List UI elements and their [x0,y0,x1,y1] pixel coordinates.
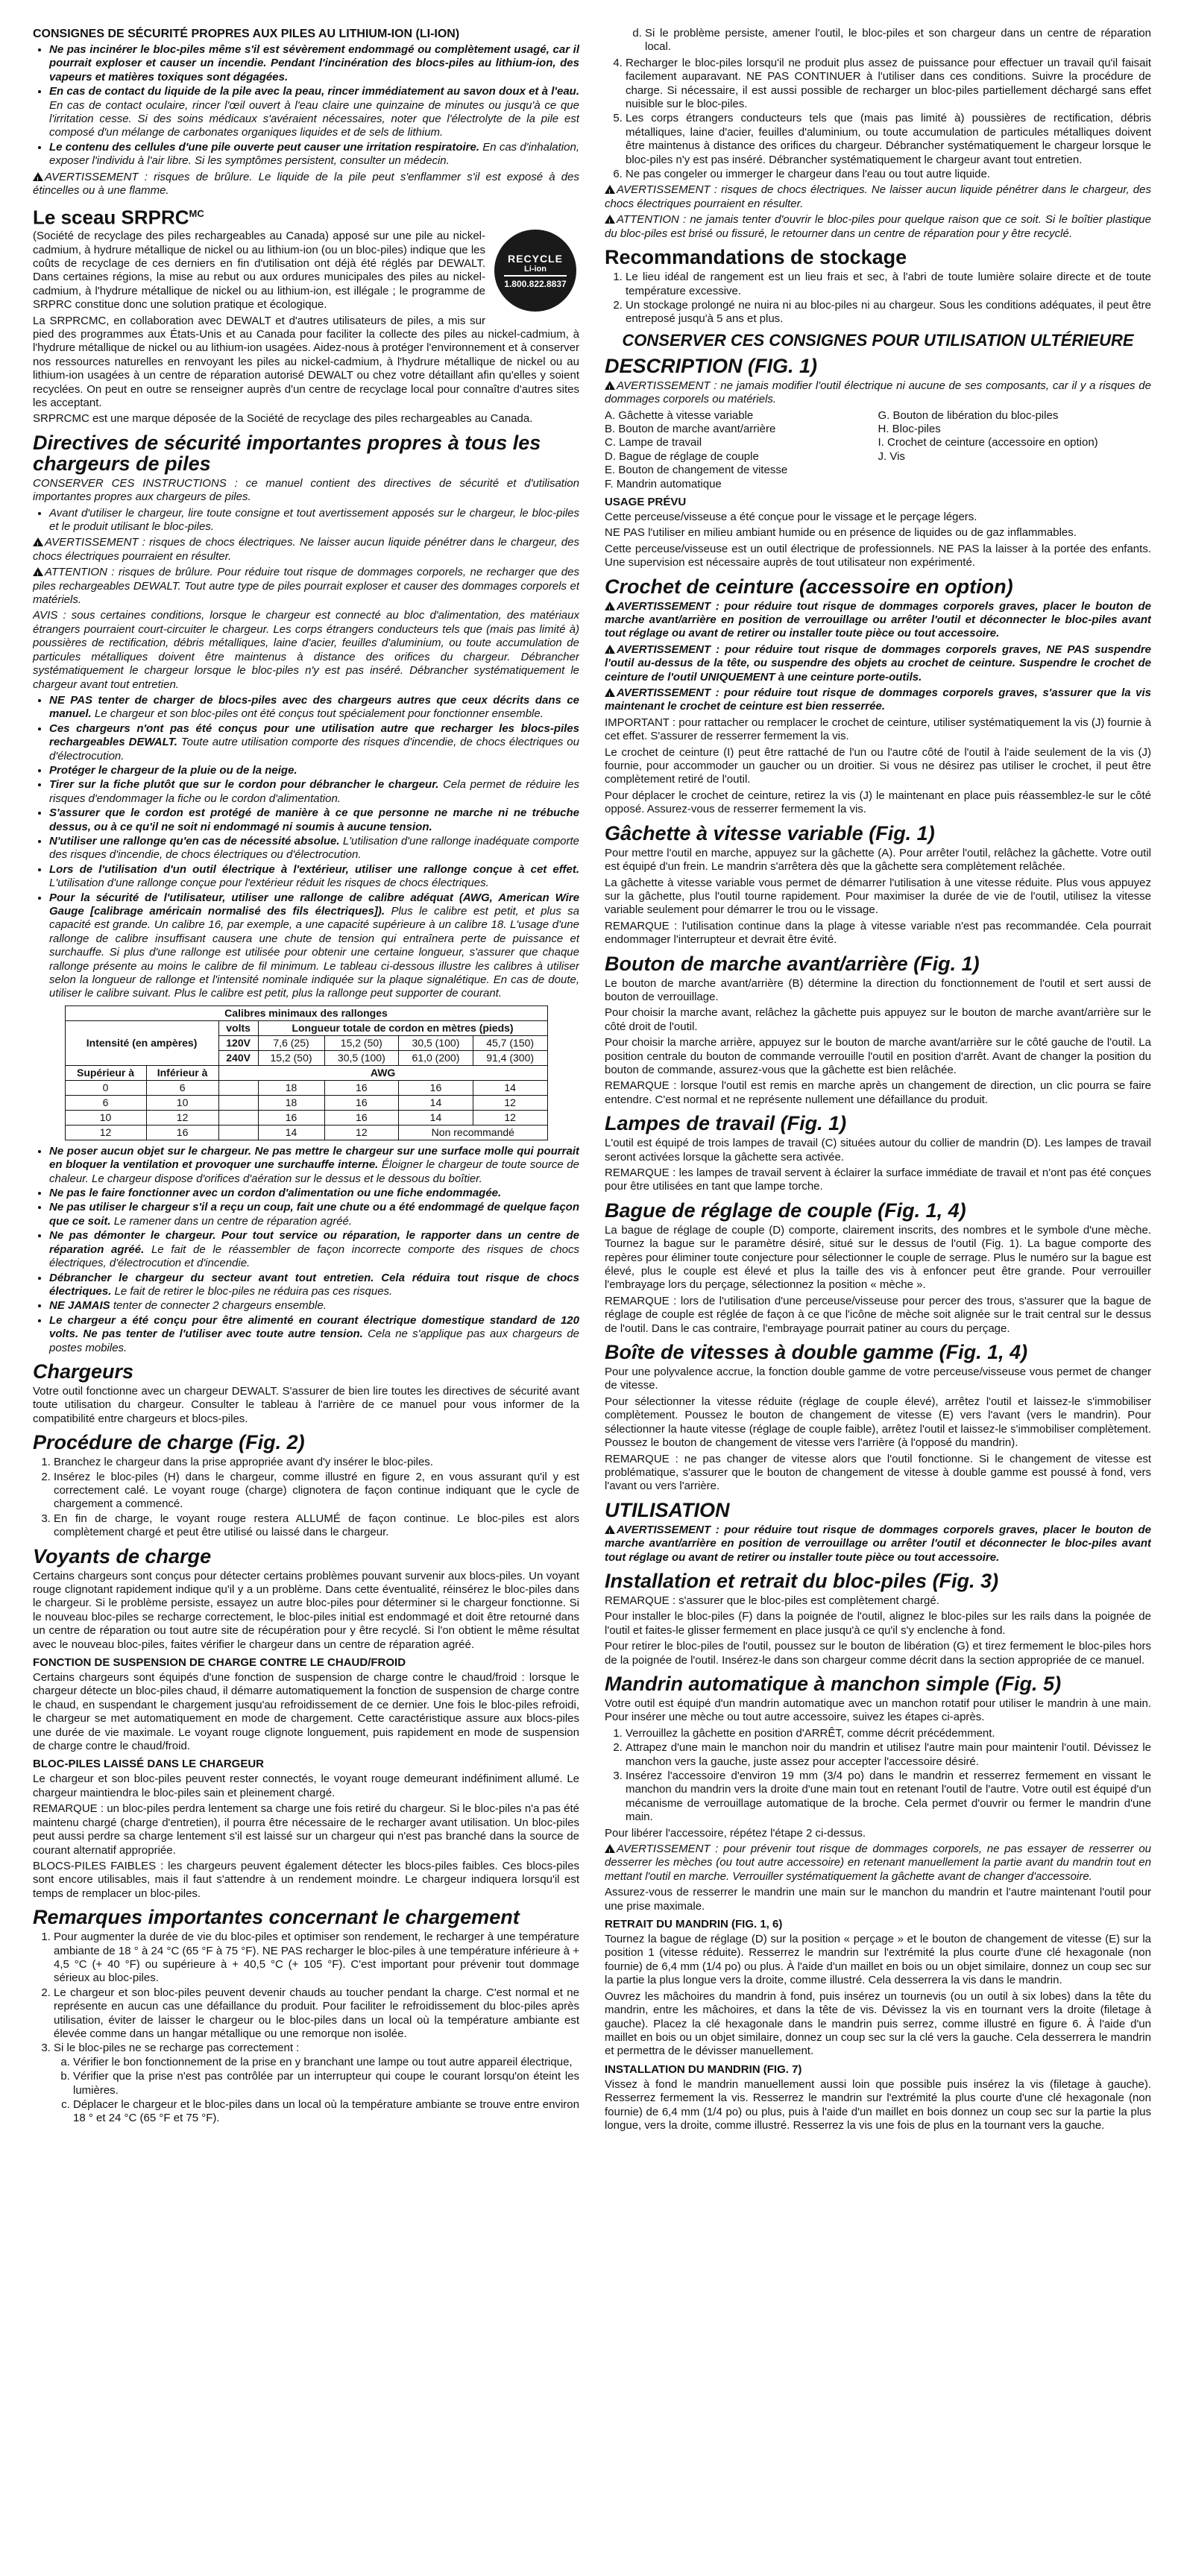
keyless-chuck-paragraph: Votre outil est équipé d'un mandrin automatique avec un manchon rotatif pour utiliser le mandrin à une main. Pour insérer une mèche ou tout autre accessoire, suivez les étapes ci-après. [605,1696,1151,1724]
warning-icon [605,215,615,224]
belt-hook-important: IMPORTANT : pour rattacher ou remplacer le crochet de ceinture, utiliser systématiquement la vis (J) fournie à cet effet. S'assurer de resserrer fermement la vis. [605,716,1151,743]
list-item: • Le contenu des cellules d'une pile ouverte peut causer une irritation respiratoire. En cas d'inhalation, exposer l'individu à l'air libre. Si les symptômes persistent, consulter un médecin. [49,141,579,168]
srprc-paragraph: La SRPRCMC, en collaboration avec DEWALT et d'autres utilisateurs de piles, a mis sur pied des programmes aux États-Unis et au Canada pour faciliter la collecte des piles au nickel-cadmium, à l'hydrure métallique de nickel ou au lithium-ion usagées. Aidez-nous à protéger l'environnement et à conserver nos ressources naturelles en renvoyant les piles au nickel-cadmium, à l'hydrure métallique de nickel ou au lithium-ion usagées à un centre de réparation autorisé DEWALT ou chez votre détaillant afin qu'elles y soient recyclées. On peut en outre se renseigner auprès d'un centre de recyclage local pour connaître d'autres sites les acceptant. [33,314,579,409]
list-item: • Avant d'utiliser le chargeur, lire toute consigne et tout avertissement apposés sur le chargeur, le bloc-piles et le produit utilisant le bloc-piles. [49,507,579,534]
forward-reverse-note: REMARQUE : lorsque l'outil est remis en marche après un changement de direction, un clic pourra se faire entendre. C'est normal et ne représente nullement une défaillance du produit. [605,1079,1151,1106]
list-item: • Ne pas utiliser le chargeur s'il a reçu un coup, fait une chute ou a été endommagé de quelque façon que ce soit. Le ramener dans un centre de réparation agréé. [49,1201,579,1228]
charger-intro: CONSERVER CES INSTRUCTIONS : ce manuel contient des directives de sécurité et d'utilisation importantes propres aux chargeurs de piles. [33,476,579,504]
list-item: F. Mandrin automatique [605,477,722,490]
list-item: • Le chargeur a été conçu pour être alimenté en courant électrique domestique standard de 120 volts. Ne pas tenter de l'utiliser avec toute autre tension. Cela ne s'applique pas aux chargeurs de postes mobiles. [49,1314,579,1355]
table-cell: 45,7 (150) [473,1035,547,1050]
list-item: 2. Insérez le bloc-piles (H) dans le chargeur, comme illustré en figure 2, en vous assurant qu'il y est correctement calé. Le voyant rouge (charge) clignotera de façon continue indiquant que le cycle de chargement a commencé. [54,1471,579,1512]
list-item: E. Bouton de changement de vitesse [605,464,788,477]
list-item: 4. Recharger le bloc-piles lorsqu'il ne produit plus assez de puissance pour effectuer un travail qu'il faisait facilement auparavant. NE PAS CONTINUER à l'utiliser dans ces conditions. Suivre la procédure de charge. Si nécessaire, il est aussi possible de recharger un bloc-piles partiellement déchargé sans effet nuisible sur le bloc-piles. [626,57,1151,112]
charger-bullet-list [33,1145,579,1355]
list-item: 2. Le chargeur et son bloc-piles peuvent devenir chauds au toucher pendant la charge. C'est normal et ne représente en aucun cas une défaillance du produit. Pour faciliter le refroidissement du bloc-piles après utilisation, éviter de laisser le chargeur ou le bloc-piles dans un local où la température ambiante est élevée comme dans un hangar métallique ou une remorque non isolée. [54,1986,579,2042]
table-title: Calibres minimaux des rallonges [65,1006,547,1020]
description-title: DESCRIPTION (FIG. 1) [605,354,818,377]
forward-reverse-paragraph: Le bouton de marche avant/arrière (B) détermine la direction du fonctionnement de l'outil et sert aussi de bouton de verrouillage. [605,976,1151,1003]
list-item: • Lors de l'utilisation d'un outil électrique à l'extérieur, utiliser une rallonge conçue à cet effet. L'utilisation d'une rallonge conçue pour l'extérieur réduit les risques de chocs électriques. [49,863,579,891]
recycle-seal-icon: RECYCLE Li-ion 1.800.822.8837 [494,230,576,312]
charger-caution: !ATTENTION : risques de brûlure. Pour réduire tout risque de dommages corporels, ne recharger que des piles rechargeables DEWALT. Tout autre type de piles pourrait exploser et causer des dommages corporels et matériels. [33,566,579,607]
list-item: C. Lampe de travail [605,436,702,449]
pack-left-note: REMARQUE : un bloc-piles perdra lentement sa charge une fois retiré du chargeur. Si le bloc-piles n'a pas été maintenu chargé (charge d'entretien), il pourra être nécessaire de le recharger avant utilisation. Un bloc-piles peut aussi perdre sa charge lentement s'il est laissé sur un chargeur qui n'est pas branché dans la source de courant alternatif appropriée. [33,1802,579,1857]
list-item: • Ces chargeurs n'ont pas été conçus pour une utilisation autre que recharger les blocs-piles rechargeables DEWALT. Toute autre utilisation comporte des risques d'incendie, de chocs électriques ou d'électrocution. [49,722,579,763]
intended-use-paragraph: Cette perceuse/visseuse est un outil électrique de professionnels. NE PAS la laisser à la portée des enfants. Une supervision est nécessaire auprès de tout utilisateur non expérimenté. [605,542,1151,569]
charging-notes-sublist [54,2056,579,2126]
forward-reverse-title: Bouton de marche avant/arrière (Fig. 1) [605,952,980,975]
list-item: G. Bouton de libération du bloc-piles [878,408,1059,422]
battery-install-paragraph: Pour installer le bloc-piles (F) dans la poignée de l'outil, alignez le bloc-piles sur les rails dans la poignée de l'outil et faites-le glisser fermement en place jusqu'à ce qu'il s'y enclenche à fond. [605,1610,1151,1637]
work-lights-title: Lampes de travail (Fig. 1) [605,1112,847,1135]
warning-icon [605,1525,615,1534]
belt-hook-paragraph: Pour déplacer le crochet de ceinture, retirez la vis (J) le maintenant en place puis réassemblez-le sur le côté opposé. Assurez-vous de resserrer fermement la vis. [605,789,1151,816]
charging-notes-list [33,1931,579,2126]
charge-procedure-list [33,1456,579,1539]
table-header: volts [218,1020,258,1035]
li-ion-title: CONSIGNES DE SÉCURITÉ PROPRES AUX PILES AU LITHIUM-ION (LI-ION) [33,28,460,40]
chargers-paragraph: Votre outil fonctionne avec un chargeur DEWALT. S'assurer de bien lire toutes les directives de sécurité avant toute utilisation du chargeur. Consulter le tableau à l'arrière de ce manuel pour vous informer de la compatibilité entre chargeurs et blocs-piles. [33,1384,579,1425]
work-lights-note: REMARQUE : les lampes de travail servent à éclairer la surface immédiate de travail et n'ont pas été conçues pour être utilisées en tant que lampe torche. [605,1167,1151,1193]
torque-collar-title: Bague de réglage de couple (Fig. 1, 4) [605,1199,966,1222]
forward-reverse-paragraph: Pour choisir la marche avant, relâchez la gâchette puis appuyez sur le bouton de marche avant/arrière sur le côté droit de l'outil. [605,1006,1151,1033]
left-column [33,27,579,2569]
list-item: 1. Le lieu idéal de rangement est un lieu frais et sec, à l'abri de toute lumière solaire directe et de toute température excessive. [626,271,1151,298]
battery-caution: !ATTENTION : ne jamais tenter d'ouvrir le bloc-piles pour quelque raison que ce soit. Si le boîtier plastique du bloc-piles est brisé ou fissuré, le retourner dans un centre de réparation pour y être recyclé. [605,213,1151,241]
keyless-chuck-title: Mandrin automatique à manchon simple (Fig. 5) [605,1672,1062,1695]
charge-indicators-title: Voyants de charge [33,1544,212,1568]
table-cell: 15,2 (50) [258,1050,324,1065]
table-row: 6 10 18 16 14 12 [65,1095,547,1110]
charger-safety-title: Directives de sécurité importantes propres à tous les chargeurs de piles [33,431,541,475]
intended-use-paragraph: Cette perceuse/visseuse a été conçue pour le vissage et le perçage légers. [605,510,977,523]
list-item: D. Bague de réglage de couple [605,449,759,463]
li-ion-list [33,43,579,168]
pack-left-paragraph: Le chargeur et son bloc-piles peuvent rester connectés, le voyant rouge demeurant indéfiniment allumé. Le chargeur maintiendra le bloc-piles sain et pleinement chargé. [33,1772,579,1799]
srprc-title: Le sceau $SRPRC^{MC}$ [33,206,204,230]
list-item: I. Crochet de ceinture (accessoire en option) [878,436,1098,449]
intended-use-paragraph: NE PAS l'utiliser en milieu ambiant humide ou en présence de liquides ou de gaz inflammables. [605,526,1077,540]
charger-bullet-list [33,694,579,1001]
list-item: 5. Les corps étrangers conducteurs tels que (mais pas limité à) poussières de rectification, débris métalliques, laine d'acier, feuilles d'aluminium, ou toute accumulation de particules métalliques doivent être maintenus à distance des orifices du chargeur. Débrancher systématiquement le chargeur lorsque le bloc-piles n'y est pas inséré. Débrancher systématiquement le chargeur avant tout entretien. [626,112,1151,167]
warning-icon [605,602,615,610]
trigger-title: Gâchette à vitesse variable (Fig. 1) [605,821,935,845]
charging-notes-title: Remarques importantes concernant le chargement [33,1906,520,1929]
weak-packs-paragraph: BLOCS-PILES FAIBLES : les chargeurs peuvent également détecter les blocs-piles faibles. Ces blocs-piles sont encore utilisables, mais il faut s'attendre à un rendement moindre. Le chargeur indiquera lorsqu'il est temps de remplacer un bloc-piles. [33,1859,579,1900]
table-header: Intensité (en ampères) [65,1020,218,1065]
chargers-title: Chargeurs [33,1360,134,1383]
table-row: 10 12 16 16 14 12 [65,1110,547,1125]
list-item: • NE PAS tenter de charger de blocs-piles avec des chargeurs autres que ceux décrits dans ce manuel. Le chargeur et son bloc-piles ont été conçus tout spécialement pour fonctionner ensemble. [49,694,579,722]
list-item: 2. Un stockage prolongé ne nuira ni au bloc-piles ni au chargeur. Sous les conditions adéquates, il peut être entreposé jusqu'à 5 ans et plus. [626,299,1151,326]
table-cell: 91,4 (300) [473,1050,547,1065]
list-item: B. Bouton de marche avant/arrière [605,422,776,435]
list-item: 6. Ne pas congeler ou immerger le chargeur dans l'eau ou tout autre liquide. [626,168,1151,181]
table-row: 12 16 14 12 Non recommandé [65,1125,547,1140]
charge-indicators-paragraph: Certains chargeurs sont conçus pour détecter certains problèmes pouvant survenir aux blocs-piles. Un voyant rouge clignotant rapidement indique qu'il y a un problème. Dans cette éventualité, réinsérez le bloc-piles dans le chargeur. Si le problème persiste, essayez un autre bloc-piles pour déterminer si le chargeur fonctionne. Si le nouveau bloc-piles se recharge correctement, le bloc-piles initial est endommagé et doit être retourné dans un centre de réparation ou tout autre site de récupération pour y être recyclé. Si l'on obtient le même résultat avec le nouveau bloc-piles, faites vérifier le chargeur dans un centre de réparation agréé. [33,1569,579,1651]
warning-icon [605,381,615,390]
trigger-paragraph: Pour mettre l'outil en marche, appuyez sur la gâchette (A). Pour arrêter l'outil, relâchez la gâchette. Votre outil est équipé d'un frein. Le mandrin s'arrêtera dès que la gâchette sera complètement relâchée. [605,846,1151,874]
list-item: 3. Si le bloc-piles ne se recharge pas correctement : a. Vérifier le bon fonctionnement de la prise en y branchant une lampe ou tout autre appareil électrique, b. Vérifier que la prise n'est pas contrôlée par un interrupteur qui coupe le courant lorsqu'on éteint les lumières. c. Déplacer le chargeur et le bloc-piles dans un local où la température ambiante se trouve entre environ 18 ° et 24 °C (65 °F et 75 °F). [54,2042,579,2125]
belt-hook-warning: !AVERTISSEMENT : pour réduire tout risque de dommages corporels graves, s'assurer que la vis maintenant le crochet de ceinture est bien resserrée. [605,686,1151,714]
work-lights-paragraph: L'outil est équipé de trois lampes de travail (C) situées autour du collier de mandrin (D). Les lampes de travail seront activées lorsque la gâchette sera activée. [605,1137,1151,1164]
chuck-install-title: INSTALLATION DU MANDRIN (FIG. 7) [605,2062,802,2076]
chuck-removal-paragraph: Tournez la bague de réglage (D) sur la position « perçage » et le bouton de changement de vitesse (E) sur la position 1 (vitesse réduite). Resserrez le mandrin sur l'extrémité la plus courte d'une clé hexagonale (non fournie) de 6,4 mm (1/4 po) ou plus. À l'aide d'un maillet en bois ou un objet similaire, donnez un coup sec sur la partie la plus longue vers la droite, comme illustré. Cela desserrera la vis dans le mandrin. [605,1933,1151,1987]
charging-notes-list-cont [605,57,1151,182]
list-item: a. Vérifier le bon fonctionnement de la prise en y branchant une lampe ou tout autre appareil électrique, [73,2056,579,2069]
list-item: 3. Insérez l'accessoire d'environ 19 mm (3/4 po) dans le mandrin et resserrez fermement en vissant le manchon du mandrin vers la droite d'une main tout en retenant l'outil de l'autre. Votre outil est équipé d'un mécanisme de verrouillage automatique de la broche. Cela permet d'ouvrir ou fermer le mandrin d'une main. [626,1770,1151,1825]
table-cell: 7,6 (25) [258,1035,324,1050]
parts-list [605,409,1151,491]
list-item: 1. Verrouillez la gâchette en position d'ARRÊT, comme décrit précédemment. [626,1727,1151,1740]
gearbox-paragraph: Pour sélectionner la vitesse réduite (réglage de couple élevé), arrêtez l'outil et laissez-le s'immobiliser complètement. Poussez le bouton de changement de vitesse (E) vers l'avant (vers le mandrin). Pour sélectionner la haute vitesse (réglage de couple faible), arrêtez l'outil et laissez-le s'immobiliser complètement. Poussez le bouton de changement de vitesse vers l'arrière (à l'opposé du mandrin). [605,1395,1151,1450]
li-ion-warning: !AVERTISSEMENT : risques de brûlure. Le liquide de la pile peut s'enflammer s'il est exposé à des étincelles ou à une flamme. [33,171,579,198]
table-header: Inférieur à [146,1065,218,1080]
battery-install-paragraph: Pour retirer le bloc-piles de l'outil, poussez sur le bouton de libération (G) et tirez fermement le bloc-piles hors de la poignée de l'outil. Insérez-le dans son chargeur comme décrit dans la section appropriée de ce manuel. [605,1640,1151,1667]
list-item: • Débrancher le chargeur du secteur avant tout entretien. Cela réduira tout risque de chocs électriques. Le fait de retirer le bloc-piles ne réduira pas ces risques. [49,1272,579,1299]
torque-collar-paragraph: La bague de réglage de couple (D) comporte, clairement inscrits, des nombres et le symbole d'une mèche. Tournez la bague sur le paramètre désiré, situé sur le dessus de l'outil (Fig. 1). La bague comporte des repères pour éliminer toute conjecture pour sélectionner le couple de serrage. Plus le numéro sur la bague est élevé, plus le couple est élevé et plus la taille des vis à enfoncer peut être grande. Pour verrouiller l'embrayage lors du perçage, sélectionnez la position « mèche ». [605,1223,1151,1292]
list-item: • Pour la sécurité de l'utilisateur, utiliser une rallonge de calibre adéquat (AWG, American Wire Gauge [calibrage américain normalisé des fils électriques]). Plus le calibre est petit, et plus sa capacité est grande. Un calibre 16, par exemple, a une capacité supérieure à un calibre 18. L'usage d'une rallonge de calibre insuffisant causera une chute de tension qui entraînera perte de puissance et surchauffe. Si plus d'une rallonge est utilisée pour obtenir une certaine longueur, s'assurer que chaque rallonge présente au moins le calibre de fil minimum. Le tableau ci-dessous illustre les calibres à utiliser selon la longueur de rallonge et l'intensité nominale indiquée sur la plaque signalétique. En cas de doute, utiliser le calibre suivant. Plus le calibre est petit, plus la rallonge peut supporter de courant. [49,891,579,1001]
list-item: • NE JAMAIS tenter de connecter 2 chargeurs ensemble. [49,1299,579,1313]
trigger-note: REMARQUE : l'utilisation continue dans la plage à vitesse variable n'est pas recommandée. Cela pourrait endommager l'interrupteur et devrait être évité. [605,919,1151,947]
table-cell: 240V [218,1050,258,1065]
charger-warning: !AVERTISSEMENT : risques de chocs électriques. Ne laisser aucun liquide pénétrer dans le chargeur, des chocs électriques pourraient en résulter. [33,536,579,564]
srprc-paragraph: SRPRCMC est une marque déposée de la Société de recyclage des piles rechargeables au Canada. [33,412,533,426]
charger-notice: AVIS : sous certaines conditions, lorsque le chargeur est connecté au bloc d'alimentation, des matériaux étrangers pourraient court-circuiter le chargeur. Les corps étrangers conducteurs tels que (mais pas limité à) poussières de rectification, débris métalliques, laine d'acier, feuilles d'aluminium, ou toute accumulation de particules métalliques doivent être maintenus à distance des orifices du chargeur. Débrancher systématiquement le chargeur lorsque le bloc-piles n'y est pas inséré. Débrancher systématiquement le chargeur avant tout entretien. [33,609,579,691]
belt-hook-paragraph: Le crochet de ceinture (I) peut être rattaché de l'un ou l'autre côté de l'outil à l'aide seulement de la vis (J) fournie, pour accommoder un gaucher ou un droitier. Si vous ne désirez pas utiliser le crochet, il peut être complètement retiré de l'outil. [605,745,1151,786]
list-item: d. Si le problème persiste, amener l'outil, le bloc-piles et son chargeur dans un centre de réparation local. [645,27,1151,54]
list-item: A. Gâchette à vitesse variable [605,408,754,422]
gearbox-title: Boîte de vitesses à double gamme (Fig. 1, 4) [605,1341,1028,1364]
chuck-removal-title: RETRAIT DU MANDRIN (FIG. 1, 6) [605,1918,783,1931]
list-item: H. Bloc-piles [878,422,941,435]
srprc-paragraph: (Société de recyclage des piles rechargeables au Canada) apposé sur une pile au nickel-cadmium, à hydrure métallique de nickel ou au lithium-ion (ou un bloc-piles) indique que les coûts de recyclage de ces derniers en fin d'utilisation ont déjà été réglés par DEWALT. Dans certaines régions, la mise au rebut ou aux ordures municipales des piles au nickel-cadmium, à l'hydrure métallique de nickel ou au lithium-ion, est illégale ; le programme de SRPRC constitue donc une solution pratique et écologique. [33,230,485,312]
pack-left-in-charger-title: BLOC-PILES LAISSÉ DANS LE CHARGEUR [33,1758,265,1771]
table-cell: 61,0 (200) [399,1050,473,1065]
list-item: J. Vis [878,449,905,463]
table-header: AWG [218,1065,547,1080]
keyless-chuck-list [605,1727,1151,1825]
warning-icon [33,567,43,576]
warning-icon [605,688,615,697]
list-item: • En cas de contact du liquide de la pile avec la peau, rincer immédiatement au savon doux et à l'eau. En cas de contact oculaire, rincer l'œil ouvert à l'eau claire une quinzaine de minutes ou jusqu'à ce que l'irritation cesse. Si des soins médicaux s'avéraient nécessaires, noter que l'électrolyte de la pile est composé d'un mélange de carbonates organiques liquides et de sels de lithium. [49,85,579,140]
gearbox-paragraph: Pour une polyvalence accrue, la fonction double gamme de votre perceuse/visseuse vous permet de changer de vitesse. [605,1366,1151,1392]
list-item: 2. Attrapez d'une main le manchon noir du mandrin et utilisez l'autre main pour maintenir l'outil. Dévissez le manchon vers la gauche, juste assez pour accepter l'accessoire désiré. [626,1741,1151,1769]
belt-hook-warning: !AVERTISSEMENT : pour réduire tout risque de dommages corporels graves, placer le bouton de marche avant/arrière en position de verrouillage ou arrêter l'outil et déconnecter le bloc-piles avant tout réglage ou avant de retirer ou installer toute pièce ou tout accessoire. [605,600,1151,641]
warning-icon [33,172,43,181]
list-item: • Protéger le chargeur de la pluie ou de la neige. [49,764,579,777]
belt-hook-title: Crochet de ceinture (accessoire en option) [605,575,1013,598]
extension-cord-table [65,1006,548,1140]
list-item: • Ne pas le faire fonctionner avec un cordon d'alimentation ou une fiche endommagée. [49,1187,579,1200]
list-item: b. Vérifier que la prise n'est pas contrôlée par un interrupteur qui coupe le courant lorsqu'on éteint les lumières. [73,2070,579,2097]
table-cell: 120V [218,1035,258,1050]
table-cell: 15,2 (50) [324,1035,399,1050]
description-warning: !AVERTISSEMENT : ne jamais modifier l'outil électrique ni aucune de ses composants, car il y a risques de dommages corporels ou matériels. [605,379,1151,407]
chuck-removal-paragraph: Ouvrez les mâchoires du mandrin à fond, puis insérez un tournevis (ou un outil à six lobes) dans la tête du mandrin, entre les mâchoires, et dans la tête de vis. Dévissez la vis en tournant vers la droite (filetage à gauche). Placez la clé hexagonale dans le mandrin puis serrez, comme illustré en figure 6. À l'aide d'un maillet en bois ou un objet similaire, donnez un coup sec sur la clé vers la gauche. Cela desserrera le mandrin et permettra de le dévisser manuellement. [605,1989,1151,2058]
belt-hook-warning: !AVERTISSEMENT : pour réduire tout risque de dommages corporels graves, NE PAS suspendre l'outil au-dessus de la tête, ou suspendre des objets au crochet de ceinture. Suspendre le crochet de ceinture de l'outil UNIQUEMENT à une ceinture porte-outils. [605,643,1151,684]
battery-install-note: REMARQUE : s'assurer que le bloc-piles est complètement chargé. [605,1594,939,1607]
right-column [605,27,1151,2569]
keep-instructions-title: CONSERVER CES CONSIGNES POUR UTILISATION ULTÉRIEURE [622,330,1134,350]
warning-icon [605,645,615,654]
trigger-paragraph: La gâchette à vitesse variable vous permet de démarrer l'utilisation à une vitesse réduite. Plus vous appuyez sur la gâchette, plus l'outil tourne rapidement. Pour maximiser la durée de vie de l'outil, utilisez la vitesse variable seulement pour démarrer le trou ou le vissage. [605,876,1151,917]
list-item: • N'utiliser une rallonge qu'en cas de nécessité absolue. L'utilisation d'une rallonge inadéquate comporte des risques d'incendie, de chocs électriques ou d'électrocution. [49,835,579,862]
list-item: 1. Branchez le chargeur dans la prise appropriée avant d'y insérer le bloc-piles. [54,1456,579,1469]
list-item: • Ne pas incinérer le bloc-piles même s'il est sévèrement endommagé ou complètement usagé, car il pourrait exploser et causer un incendie. Pendant l'incinération des blocs-piles au lithium-ion, des vapeurs et matières toxiques sont dégagées. [49,43,579,84]
table-cell: 30,5 (100) [399,1035,473,1050]
battery-install-title: Installation et retrait du bloc-piles (Fig. 3) [605,1569,999,1592]
charger-bullet-list [33,507,579,534]
torque-collar-note: REMARQUE : lors de l'utilisation d'une perceuse/visseuse pour percer des trous, s'assurer que la bague de réglage de couple est réglée de façon à ce que l'icône de mèche soit alignée sur le trait central sur le dessus de l'outil. Dans le cas contraire, l'embrayage pourrait patiner au cours du perçage. [605,1294,1151,1335]
hot-cold-delay-title: FONCTION DE SUSPENSION DE CHARGE CONTRE LE CHAUD/FROID [33,1656,406,1670]
warning-icon [33,537,43,546]
storage-title: Recommandations de stockage [605,246,907,269]
forward-reverse-paragraph: Pour choisir la marche arrière, appuyez sur le bouton de marche avant/arrière sur le côté gauche de l'outil. La position centrale du bouton de commande verrouille l'outil en position d'arrêt. Avant de changer la position du bouton de commande, assurez-vous que la gâchette est bien relâchée. [605,1036,1151,1076]
table-row: 0 6 18 16 16 14 [65,1080,547,1095]
operation-title: UTILISATION [605,1498,730,1521]
intended-use-title: USAGE PRÉVU [605,495,687,508]
charging-notes-sublist-cont [605,27,1151,54]
list-item: 3. En fin de charge, le voyant rouge restera ALLUMÉ de façon continue. Le bloc-piles est alors complètement chargé et peut être utilisé ou laissé dans le chargeur. [54,1512,579,1540]
list-item: • S'assurer que le cordon est protégé de manière à ce que personne ne marche ni ne trébuche dessus, ou à ce qu'il ne soit ni endommagé ni soumis à aucune tension. [49,806,579,834]
warning-icon [605,185,615,194]
keyless-chuck-paragraph: Assurez-vous de resserrer le mandrin une main sur le manchon du mandrin et l'autre maintenant l'outil pour une prise maximale. [605,1886,1151,1913]
hot-cold-delay-paragraph: Certains chargeurs sont équipés d'une fonction de suspension de charge contre le chaud/froid : lorsque le chargeur détecte un bloc-piles chaud, il démarre automatiquement la fonction de suspension de charge contre le chaud, en suspendant le chargement jusqu'au refroidissement de ce dernier. Une fois le bloc-piles refroidi, le chargeur se met automatiquement en mode de chargement. Cette caractéristique assure aux blocs-piles une durée de vie maximale. Le voyant rouge clignote longuement, puis rapidement en mode de suspension de charge contre le chaud/froid. [33,1671,579,1753]
table-header: Supérieur à [65,1065,146,1080]
table-header: Longueur totale de cordon en mètres (pieds) [258,1020,547,1035]
keyless-chuck-paragraph: Pour libérer l'accessoire, répétez l'étape 2 ci-dessus. [605,1826,866,1840]
warning-icon [605,1844,615,1853]
charge-procedure-title: Procédure de charge (Fig. 2) [33,1431,305,1454]
list-item: 1. Pour augmenter la durée de vie du bloc-piles et optimiser son rendement, le recharger à une température ambiante de 18 ° à 24 °C (65 °F à 75 °F). NE PAS recharger le bloc-piles à une température inférieure à + 4,5 °C (+ 40 °F) ou supérieure à + 40,5 °C (+ 105 °F). C'est important pour prévenir tout dommage sérieux au bloc-piles. [54,1931,579,1986]
gearbox-note: REMARQUE : ne pas changer de vitesse alors que l'outil fonctionne. Si le changement de vitesse est problématique, s'assurer que le bouton de changement de vitesse à double gamme est poussé à fond, vers l'avant ou vers l'arrière. [605,1452,1151,1493]
list-item: • Ne pas démonter le chargeur. Pour tout service ou réparation, le rapporter dans un centre de réparation agréé. Le fait de le réassembler de façon incorrecte comporte des risques de chocs électriques, d'électrocution et d'incendie. [49,1229,579,1270]
storage-list [605,271,1151,326]
operation-warning: !AVERTISSEMENT : pour réduire tout risque de dommages corporels graves, placer le bouton de marche avant/arrière en position de verrouillage ou arrêter l'outil et déconnecter le bloc-piles avant tout réglage ou avant de retirer ou installer toute pièce ou tout accessoire. [605,1524,1151,1565]
list-item: • Ne poser aucun objet sur le chargeur. Ne pas mettre le chargeur sur une surface molle qui pourrait en bloquer la ventilation et provoquer une surchauffe interne. Éloigner le chargeur de toute source de chaleur. Le chargeur dispose d'orifices d'aération sur le dessus et le dessous du boîtier. [49,1145,579,1186]
chuck-install-paragraph: Vissez à fond le mandrin manuellement aussi loin que possible puis insérez la vis (filetage à gauche). Resserrez fermement la vis. Resserrez le mandrin sur l'extrémité la plus courte d'une clé hexagonale (non fournie) de 6,4 mm (1/4 po) ou plus, puis à l'aide d'un maillet en bois donnez un coup sec sur la partie la plus longue, vers la droite, comme illustré. Resserrez la vis une fois de plus en la tournant vers la gauche. [605,2077,1151,2132]
list-item: • Tirer sur la fiche plutôt que sur le cordon pour débrancher le chargeur. Cela permet de réduire les risques d'endommager la fiche ou le cordon d'alimentation. [49,778,579,806]
keyless-chuck-warning: !AVERTISSEMENT : pour prévenir tout risque de dommages corporels, ne pas essayer de resserrer ou desserrer les mèches (ou tout autre accessoire) en retenant manuellement la partie avant du mandrin tout en mettant l'outil en marche. Verrouiller systématiquement la gâchette avant de changer d'accessoire. [605,1843,1151,1884]
charger-warning: !AVERTISSEMENT : risques de chocs électriques. Ne laisser aucun liquide pénétrer dans le chargeur, des chocs électriques pourraient en résulter. [605,183,1151,211]
table-cell: 30,5 (100) [324,1050,399,1065]
list-item: c. Déplacer le chargeur et le bloc-piles dans un local où la température ambiante se trouve entre environ 18 ° et 24 °C (65 °F et 75 °F). [73,2098,579,2126]
